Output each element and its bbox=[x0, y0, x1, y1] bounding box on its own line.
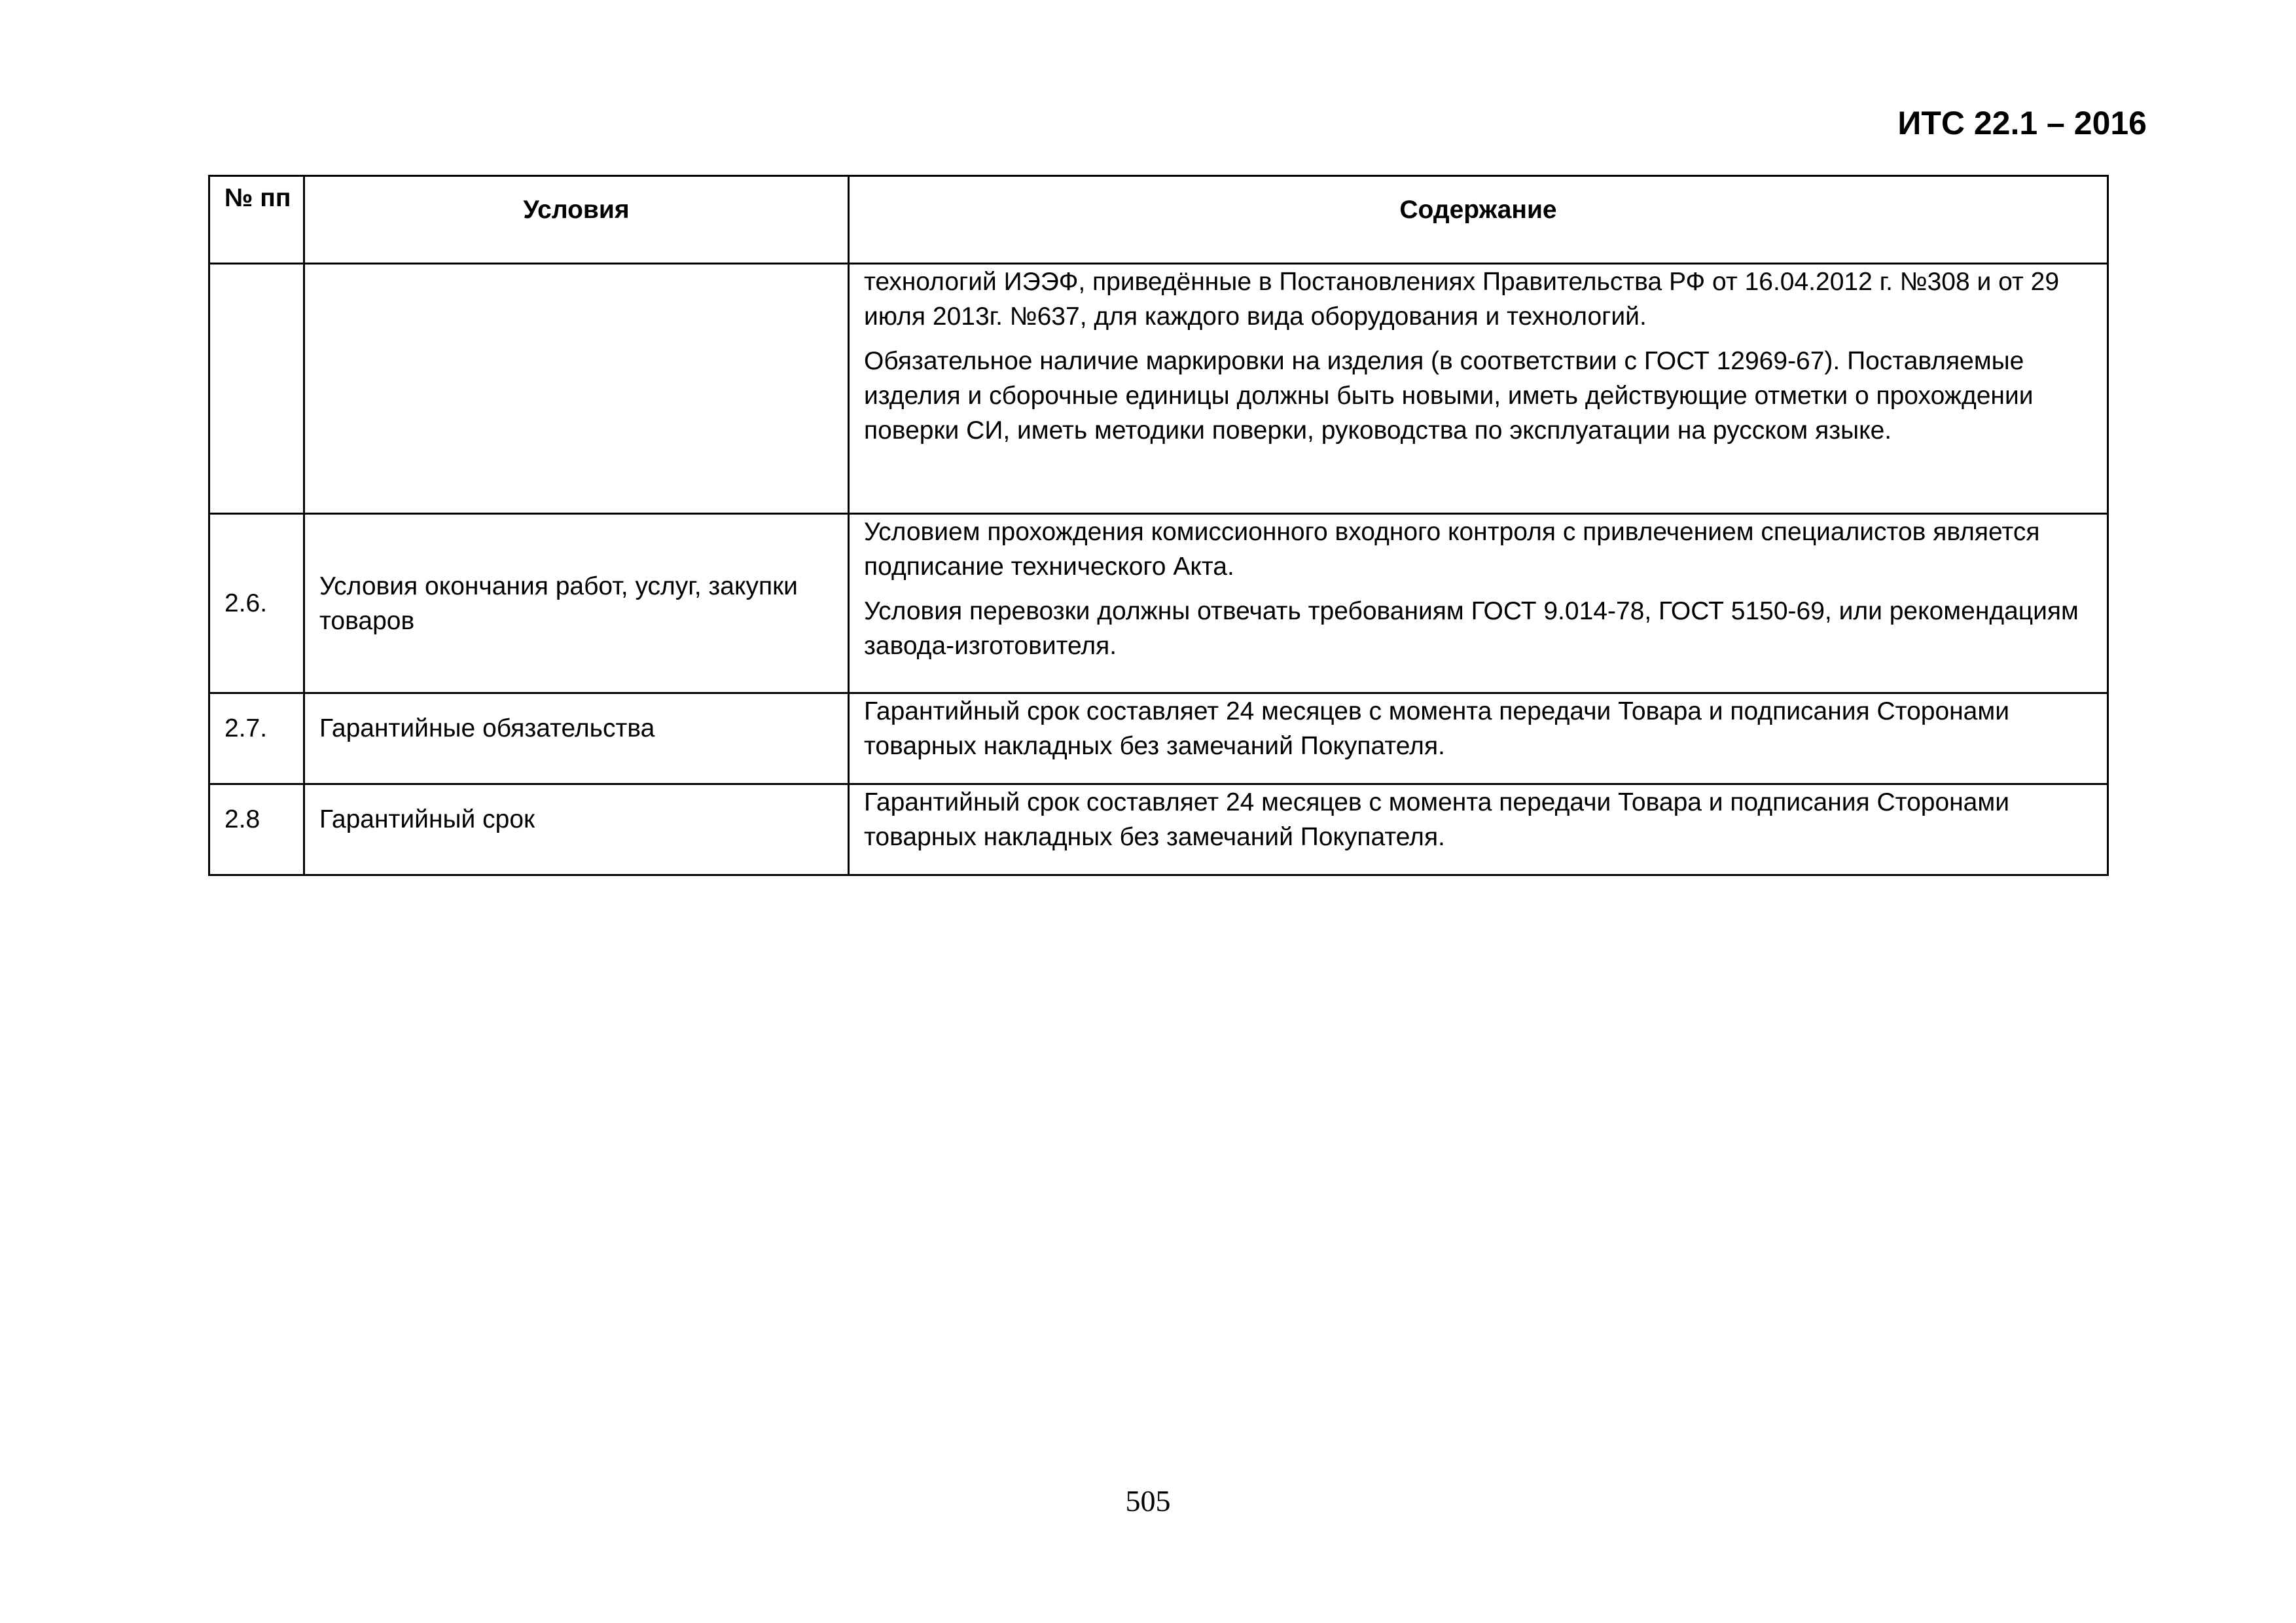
header-content: Содержание bbox=[849, 176, 2108, 264]
table-row bbox=[209, 514, 2108, 693]
content-paragraph: Гарантийный срок составляет 24 месяцев с момента передачи Товара и подписания Сторонами товарных накладных без замечаний Покупателя. bbox=[864, 697, 2009, 760]
row-number bbox=[209, 264, 304, 514]
row-content bbox=[849, 514, 2108, 693]
content-paragraph: Обязательное наличие маркировки на изделия (в соответствии с ГОСТ 12969-67). Поставляемые изделия и сборочные единицы должны быть новыми, иметь действующие отметки о прохождении поверки СИ, иметь методики поверки, руководства по эксплуатации на русском языке. bbox=[864, 347, 2034, 445]
content-paragraph: Гарантийный срок составляет 24 месяцев с момента передачи Товара и подписания Сторонами товарных накладных без замечаний Покупателя. bbox=[864, 788, 2009, 851]
row-content bbox=[849, 693, 2108, 784]
table-header-row bbox=[209, 176, 2108, 264]
header-conditions: Условия bbox=[304, 176, 849, 264]
table-row bbox=[209, 693, 2108, 784]
row-content bbox=[849, 264, 2108, 514]
content-paragraph: технологий ИЭЭФ, приведённые в Постановлениях Правительства РФ от 16.04.2012 г. №308 и от 29 июля 2013г. №637, для каждого вида оборудования и технологий. bbox=[864, 268, 2060, 331]
conditions-table bbox=[208, 175, 2109, 876]
row-number: 2.7. bbox=[209, 693, 304, 784]
content-paragraph: Условием прохождения комиссионного входного контроля с привлечением специалистов является подписание технического Акта. bbox=[864, 518, 2040, 581]
row-condition bbox=[304, 264, 849, 514]
row-number: 2.6. bbox=[209, 514, 304, 693]
header-number: № пп bbox=[209, 176, 304, 264]
row-number: 2.8 bbox=[209, 784, 304, 875]
table-row bbox=[209, 784, 2108, 875]
row-condition: Гарантийные обязательства bbox=[304, 693, 849, 784]
row-content bbox=[849, 784, 2108, 875]
row-condition: Условия окончания работ, услуг, закупки товаров bbox=[304, 514, 849, 693]
document-code: ИТС 22.1 – 2016 bbox=[1897, 105, 2147, 141]
page-number: 505 bbox=[1125, 1484, 1171, 1518]
table-row bbox=[209, 264, 2108, 514]
content-paragraph: Условия перевозки должны отвечать требованиям ГОСТ 9.014-78, ГОСТ 5150-69, или рекомендациям завода-изготовителя. bbox=[864, 597, 2079, 660]
row-condition: Гарантийный срок bbox=[304, 784, 849, 875]
